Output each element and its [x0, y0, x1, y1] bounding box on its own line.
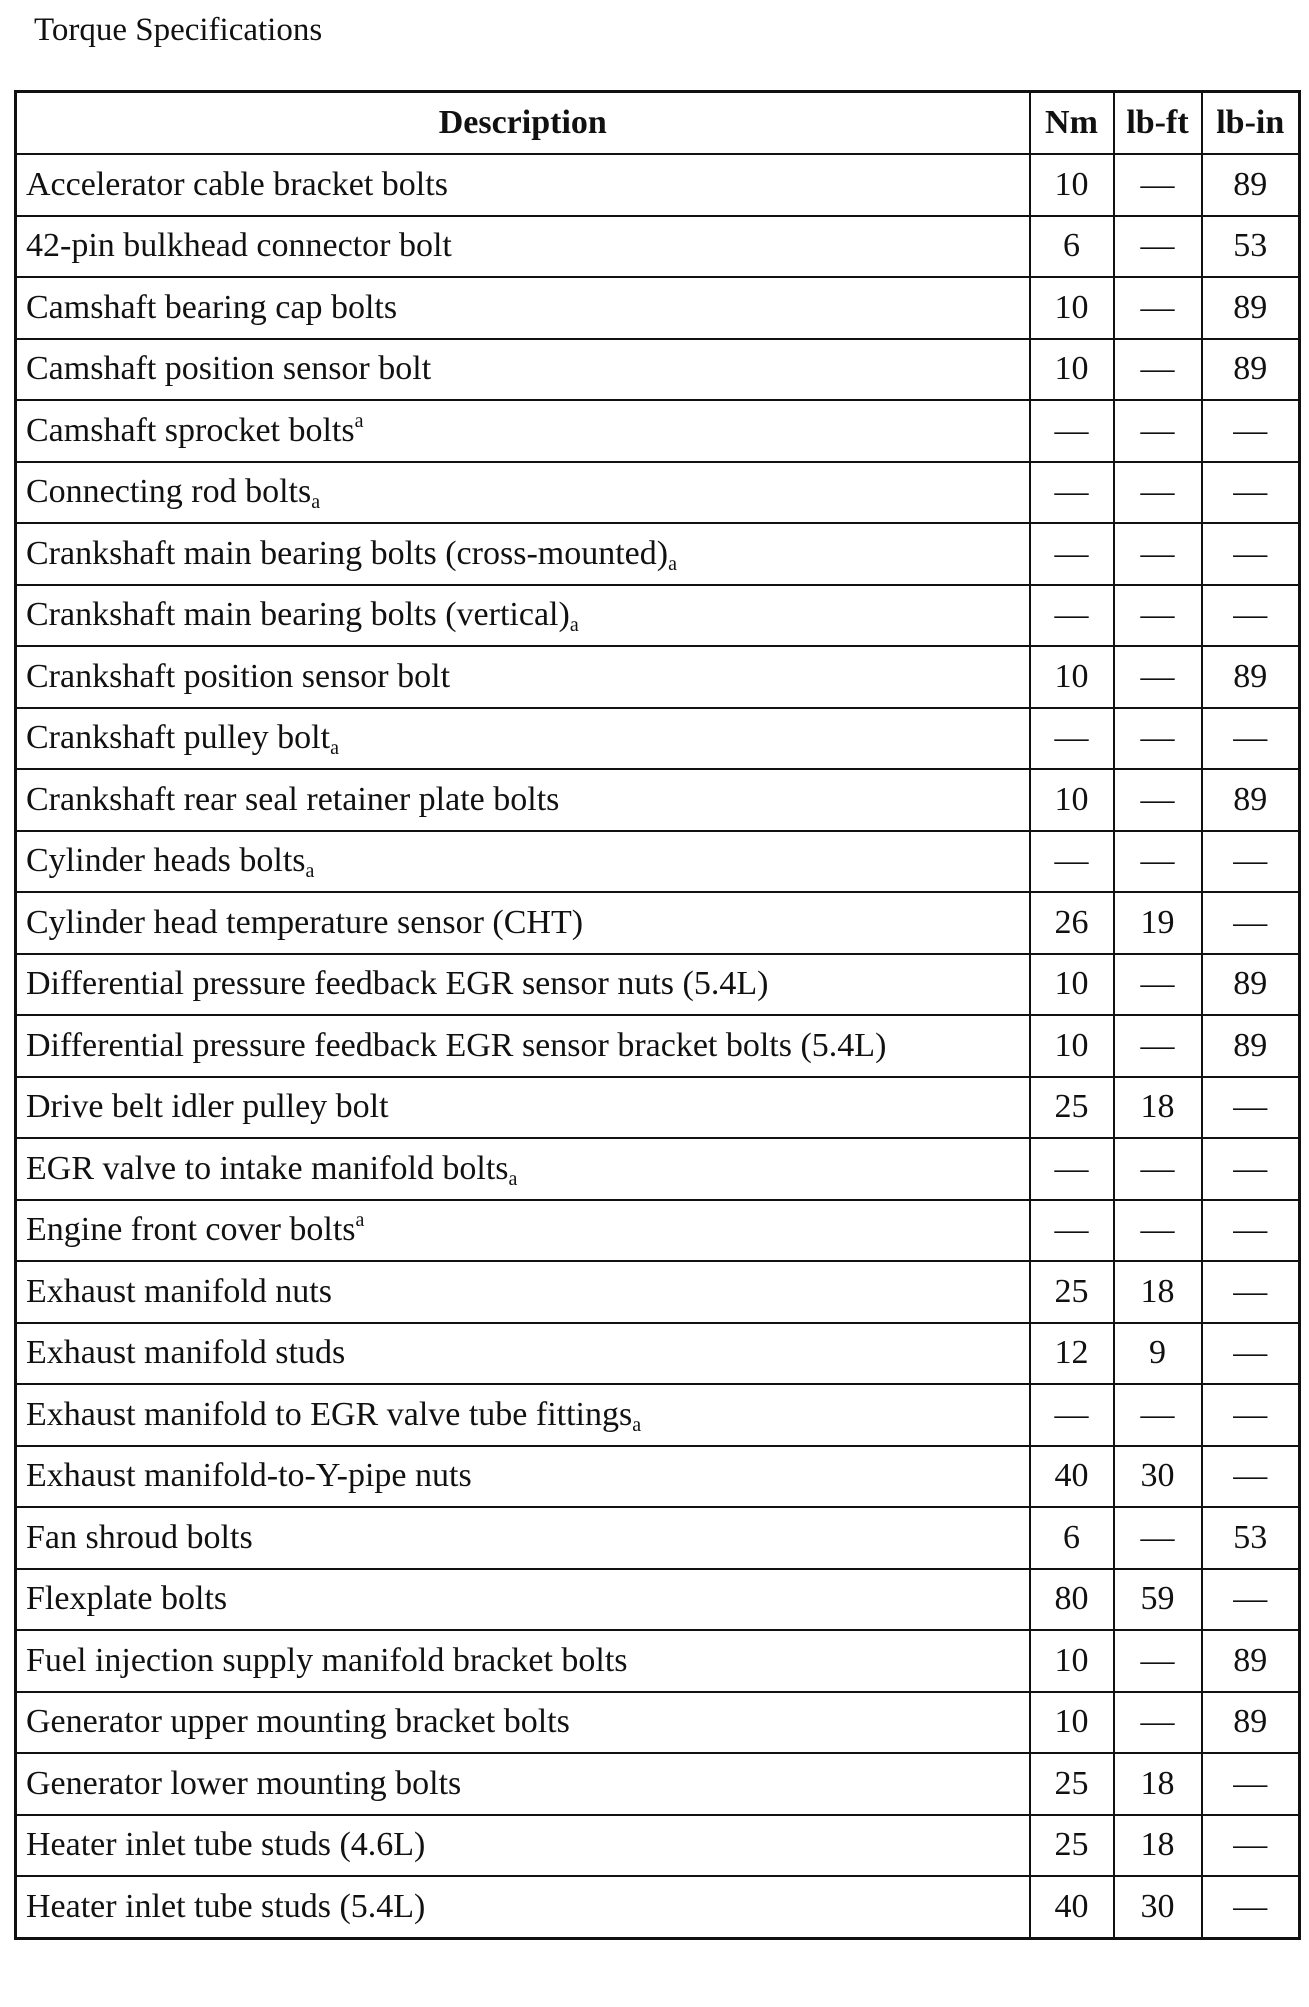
cell-lbin: 89 [1202, 1015, 1300, 1077]
table-row [16, 339, 1300, 401]
cell-nm: 25 [1030, 1261, 1114, 1323]
description-text: Fan shroud bolts [26, 1518, 253, 1556]
cell-description [16, 277, 1030, 339]
cell-description [16, 1630, 1030, 1692]
cell-description [16, 1507, 1030, 1569]
cell-lbin: — [1202, 585, 1300, 647]
footnote-marker: a [330, 737, 339, 760]
cell-lbft: 30 [1114, 1446, 1202, 1508]
description-text: Engine front cover bolts [26, 1211, 356, 1249]
cell-description [16, 1261, 1030, 1323]
cell-nm: 10 [1030, 1015, 1114, 1077]
cell-nm: — [1030, 1138, 1114, 1200]
table-row [16, 1630, 1300, 1692]
cell-description [16, 1323, 1030, 1385]
description-text: Exhaust manifold studs [26, 1334, 346, 1372]
table-row [16, 1507, 1300, 1569]
cell-nm: — [1030, 1200, 1114, 1262]
cell-nm: — [1030, 831, 1114, 893]
cell-description [16, 1876, 1030, 1938]
cell-lbin: 89 [1202, 954, 1300, 1016]
column-header-nm: Nm [1030, 92, 1114, 155]
cell-nm: 6 [1030, 1507, 1114, 1569]
description-text: Crankshaft main bearing bolts (vertical) [26, 596, 570, 634]
description-text: Fuel injection supply manifold bracket bolts [26, 1641, 628, 1679]
cell-lbft: — [1114, 154, 1202, 216]
cell-nm: 25 [1030, 1753, 1114, 1815]
footnote-marker: a [311, 491, 321, 514]
cell-lbft: — [1114, 585, 1202, 647]
cell-nm: 6 [1030, 216, 1114, 278]
cell-lbft: — [1114, 523, 1202, 585]
cell-lbft: — [1114, 216, 1202, 278]
cell-lbft: — [1114, 831, 1202, 893]
cell-nm: 10 [1030, 954, 1114, 1016]
cell-nm: 10 [1030, 646, 1114, 708]
cell-lbft: — [1114, 1507, 1202, 1569]
cell-lbft: — [1114, 1015, 1202, 1077]
cell-nm: 10 [1030, 277, 1114, 339]
cell-description [16, 1384, 1030, 1446]
table-row [16, 1569, 1300, 1631]
description-text: Heater inlet tube studs (4.6L) [26, 1826, 426, 1864]
cell-nm: — [1030, 400, 1114, 462]
cell-nm: — [1030, 523, 1114, 585]
cell-description [16, 954, 1030, 1016]
cell-description [16, 1138, 1030, 1200]
cell-lbft: 18 [1114, 1261, 1202, 1323]
cell-lbft: — [1114, 277, 1202, 339]
cell-nm: 10 [1030, 154, 1114, 216]
table-row [16, 1384, 1300, 1446]
cell-lbin: 89 [1202, 1630, 1300, 1692]
cell-description [16, 154, 1030, 216]
cell-description [16, 339, 1030, 401]
description-text: Crankshaft pulley bolt [26, 719, 331, 757]
description-text: Cylinder heads bolts [26, 842, 306, 880]
cell-description [16, 1200, 1030, 1262]
description-text: Generator lower mounting bolts [26, 1764, 462, 1802]
table-row [16, 1876, 1300, 1938]
cell-lbft: 18 [1114, 1753, 1202, 1815]
cell-lbft: — [1114, 954, 1202, 1016]
description-text: Generator upper mounting bracket bolts [26, 1703, 570, 1741]
cell-nm: 25 [1030, 1077, 1114, 1139]
cell-lbin: — [1202, 1446, 1300, 1508]
table-row [16, 1200, 1300, 1262]
cell-lbin: — [1202, 1138, 1300, 1200]
cell-lbin: 89 [1202, 646, 1300, 708]
cell-lbin: 89 [1202, 1692, 1300, 1754]
column-header-lbin: lb-in [1202, 92, 1300, 155]
cell-description [16, 1015, 1030, 1077]
table-row [16, 646, 1300, 708]
cell-nm: 10 [1030, 1630, 1114, 1692]
footnote-marker: a [305, 860, 315, 883]
cell-description [16, 646, 1030, 708]
table-row [16, 708, 1300, 770]
cell-lbin: 89 [1202, 339, 1300, 401]
cell-lbft: 30 [1114, 1876, 1202, 1938]
description-text: Flexplate bolts [26, 1580, 228, 1618]
table-row [16, 769, 1300, 831]
cell-nm: — [1030, 585, 1114, 647]
cell-lbft: 9 [1114, 1323, 1202, 1385]
description-text: Differential pressure feedback EGR sensor nuts (5.4L) [26, 965, 769, 1003]
cell-lbin: 89 [1202, 277, 1300, 339]
cell-lbin: 89 [1202, 769, 1300, 831]
table-body [16, 154, 1300, 1938]
cell-lbin: — [1202, 1753, 1300, 1815]
torque-spec-table [14, 90, 1301, 1940]
cell-lbft: 59 [1114, 1569, 1202, 1631]
table-row [16, 154, 1300, 216]
cell-lbft: — [1114, 708, 1202, 770]
column-header-description: Description [16, 92, 1030, 155]
cell-lbft: — [1114, 462, 1202, 524]
cell-nm: — [1030, 462, 1114, 524]
cell-lbft: — [1114, 339, 1202, 401]
cell-lbin: — [1202, 1077, 1300, 1139]
cell-lbft: 19 [1114, 892, 1202, 954]
table-row [16, 585, 1300, 647]
table-row [16, 1815, 1300, 1877]
column-header-lbft: lb-ft [1114, 92, 1202, 155]
table-row [16, 216, 1300, 278]
cell-nm: 12 [1030, 1323, 1114, 1385]
page-title: Torque Specifications [34, 12, 323, 48]
description-text: Connecting rod bolts [26, 473, 312, 511]
cell-description [16, 769, 1030, 831]
cell-lbft: — [1114, 1630, 1202, 1692]
cell-description [16, 1446, 1030, 1508]
table-row [16, 1261, 1300, 1323]
table-row [16, 277, 1300, 339]
cell-lbin: 53 [1202, 1507, 1300, 1569]
cell-nm: 10 [1030, 339, 1114, 401]
cell-lbin: — [1202, 523, 1300, 585]
cell-lbft: — [1114, 1692, 1202, 1754]
table-row [16, 892, 1300, 954]
table-row [16, 523, 1300, 585]
table-row [16, 1692, 1300, 1754]
cell-lbin: 89 [1202, 154, 1300, 216]
description-text: EGR valve to intake manifold bolts [26, 1149, 509, 1187]
description-text: Camshaft bearing cap bolts [26, 288, 398, 326]
cell-lbin: — [1202, 1323, 1300, 1385]
table-header-row [16, 92, 1300, 155]
cell-lbft: — [1114, 1200, 1202, 1262]
cell-lbft: — [1114, 646, 1202, 708]
cell-lbin: — [1202, 1569, 1300, 1631]
cell-description [16, 585, 1030, 647]
footnote-marker: a [569, 614, 579, 637]
footnote-marker: a [508, 1167, 518, 1190]
table-row [16, 1323, 1300, 1385]
cell-lbin: — [1202, 1384, 1300, 1446]
table-row [16, 400, 1300, 462]
cell-lbin: — [1202, 462, 1300, 524]
footnote-marker: a [355, 1209, 365, 1232]
cell-nm: 26 [1030, 892, 1114, 954]
cell-lbin: — [1202, 708, 1300, 770]
cell-lbft: — [1114, 769, 1202, 831]
description-text: Exhaust manifold nuts [26, 1272, 332, 1310]
cell-nm: 40 [1030, 1876, 1114, 1938]
footnote-marker: a [632, 1413, 642, 1436]
description-text: Drive belt idler pulley bolt [26, 1088, 389, 1126]
description-text: Heater inlet tube studs (5.4L) [26, 1887, 426, 1925]
table-row [16, 954, 1300, 1016]
cell-description [16, 892, 1030, 954]
description-text: Differential pressure feedback EGR sensor bracket bolts (5.4L) [26, 1026, 887, 1064]
cell-description [16, 523, 1030, 585]
cell-lbft: — [1114, 1384, 1202, 1446]
cell-lbft: — [1114, 1138, 1202, 1200]
description-text: Accelerator cable bracket bolts [26, 165, 448, 203]
cell-nm: — [1030, 1384, 1114, 1446]
description-text: Exhaust manifold-to-Y-pipe nuts [26, 1457, 472, 1495]
cell-lbft: — [1114, 400, 1202, 462]
description-text: Camshaft sprocket bolts [26, 411, 355, 449]
description-text: Crankshaft rear seal retainer plate bolts [26, 780, 560, 818]
cell-lbft: 18 [1114, 1815, 1202, 1877]
table-row [16, 831, 1300, 893]
cell-lbin: — [1202, 1200, 1300, 1262]
description-text: Exhaust manifold to EGR valve tube fittings [26, 1395, 633, 1433]
cell-lbin: — [1202, 400, 1300, 462]
cell-description [16, 708, 1030, 770]
cell-nm: 10 [1030, 1692, 1114, 1754]
description-text: Camshaft position sensor bolt [26, 350, 432, 388]
cell-lbin: — [1202, 831, 1300, 893]
cell-nm: 40 [1030, 1446, 1114, 1508]
table-row [16, 1077, 1300, 1139]
footnote-marker: a [668, 552, 677, 575]
cell-lbin: — [1202, 892, 1300, 954]
description-text: Crankshaft main bearing bolts (cross-mounted) [26, 534, 669, 572]
cell-description [16, 1692, 1030, 1754]
cell-lbin: 53 [1202, 216, 1300, 278]
cell-description [16, 1077, 1030, 1139]
cell-lbin: — [1202, 1261, 1300, 1323]
cell-description [16, 1815, 1030, 1877]
table-row [16, 462, 1300, 524]
cell-description [16, 1569, 1030, 1631]
cell-description [16, 400, 1030, 462]
cell-nm: 10 [1030, 769, 1114, 831]
description-text: Cylinder head temperature sensor (CHT) [26, 903, 584, 941]
description-text: Crankshaft position sensor bolt [26, 657, 451, 695]
cell-nm: 80 [1030, 1569, 1114, 1631]
cell-description [16, 216, 1030, 278]
cell-lbin: — [1202, 1876, 1300, 1938]
cell-nm: 25 [1030, 1815, 1114, 1877]
cell-nm: — [1030, 708, 1114, 770]
table-row [16, 1753, 1300, 1815]
table-row [16, 1138, 1300, 1200]
cell-description [16, 462, 1030, 524]
cell-description [16, 831, 1030, 893]
table-row [16, 1015, 1300, 1077]
footnote-marker: a [354, 409, 364, 432]
description-text: 42-pin bulkhead connector bolt [26, 227, 452, 265]
cell-lbin: — [1202, 1815, 1300, 1877]
cell-lbft: 18 [1114, 1077, 1202, 1139]
table-row [16, 1446, 1300, 1508]
cell-description [16, 1753, 1030, 1815]
